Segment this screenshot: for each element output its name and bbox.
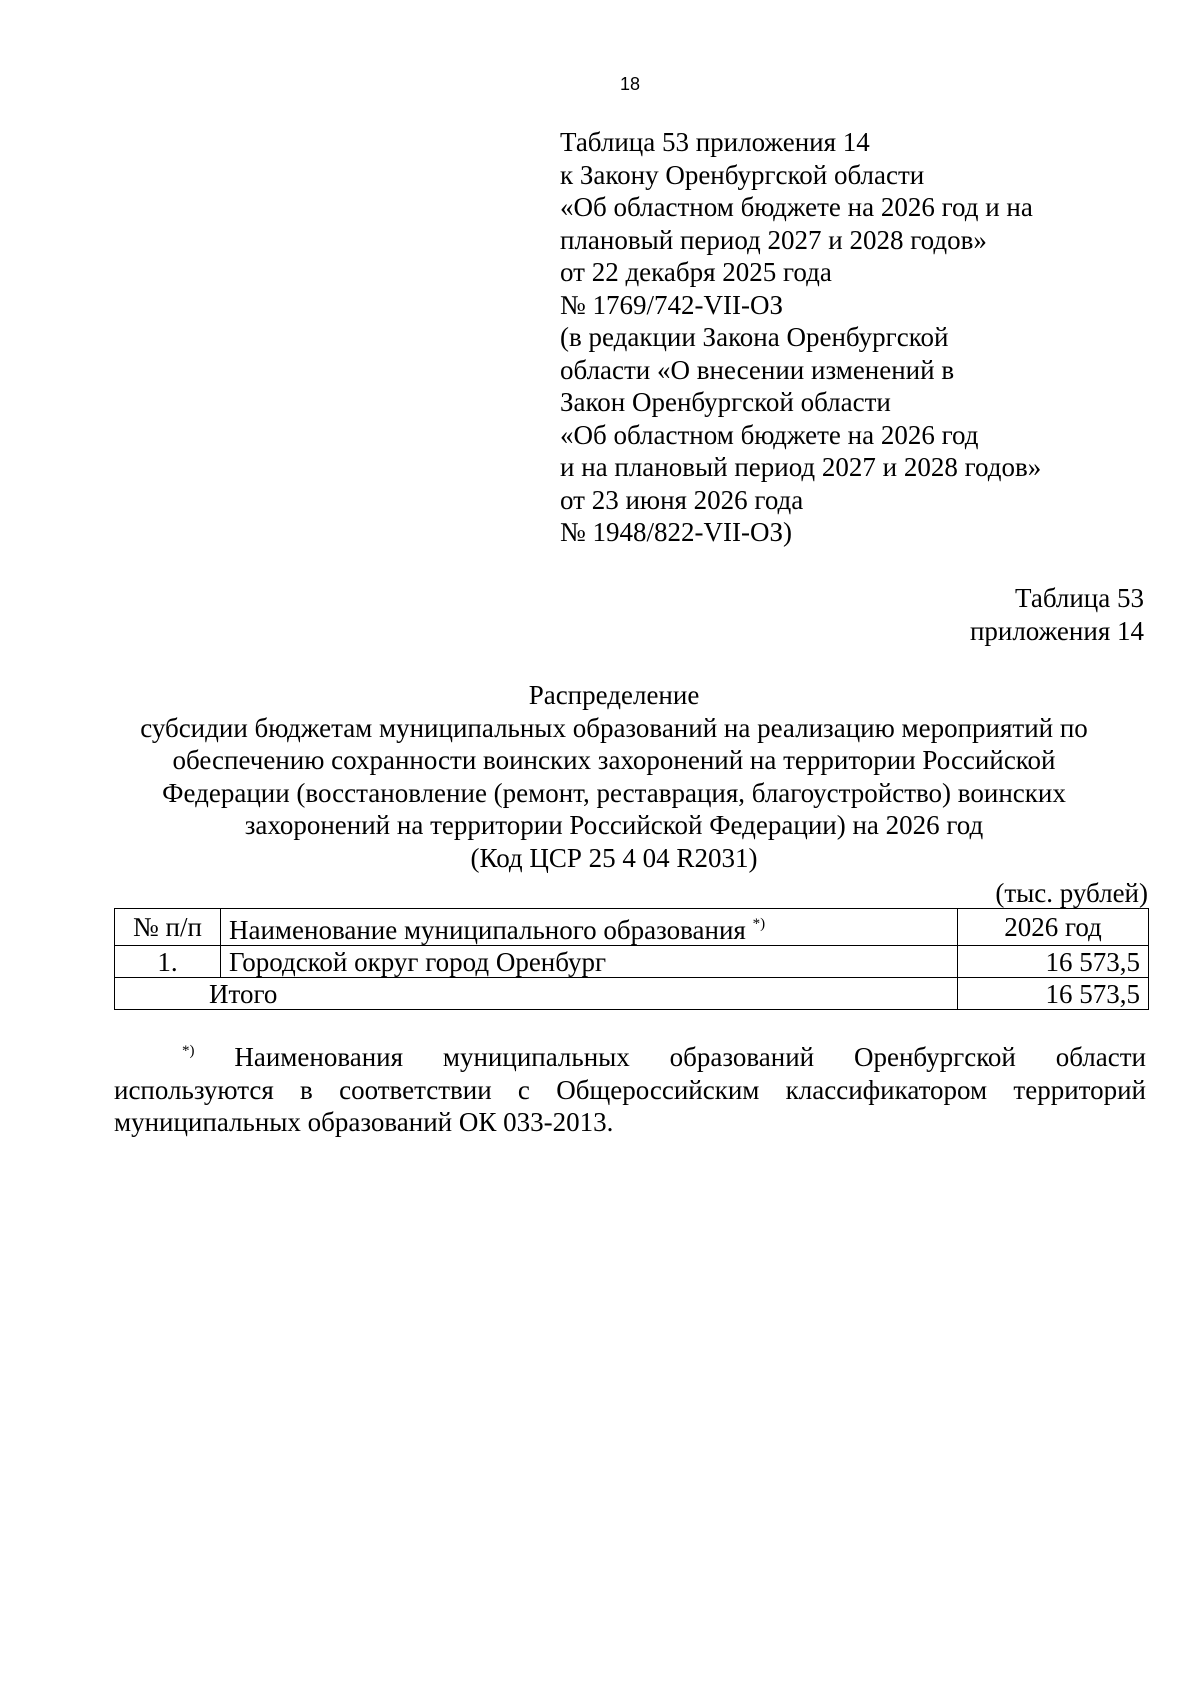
- approval-line: «Об областном бюджете на 2026 год и на: [560, 192, 1033, 222]
- approval-line: от 23 июня 2026 года: [560, 484, 804, 515]
- approval-line: и на плановый период 2027 и 2028 годов»: [560, 452, 1042, 482]
- total-label: Итого: [115, 978, 958, 1010]
- table-reference-line: приложения 14: [969, 615, 1144, 646]
- footnote-first-line: [114, 1035, 1146, 1074]
- header-name: [221, 909, 958, 946]
- row-num: 1.: [115, 946, 221, 978]
- page-number: 18: [619, 74, 641, 94]
- header-year: 2026 год: [958, 909, 1149, 946]
- approval-line: № 1769/742-VII-ОЗ: [560, 289, 784, 320]
- approval-line: от 22 декабря 2025 года: [560, 257, 832, 287]
- header-num: № п/п: [115, 909, 221, 946]
- header-name-text: Наименование муниципального образования: [229, 915, 746, 945]
- title-line: (Код ЦСР 25 4 04 R2031): [470, 842, 758, 873]
- approval-line: области «О внесении изменений в: [560, 354, 955, 385]
- approval-stamp-block: [560, 126, 1120, 549]
- row-name: Городской округ город Оренбург: [221, 946, 958, 978]
- approval-line: «Об областном бюджете на 2026 год: [560, 419, 979, 450]
- footnote: [114, 1035, 1146, 1139]
- title-line: Распределение: [528, 680, 700, 710]
- document-title: [114, 679, 1114, 874]
- units-label: (тыс. рублей): [995, 878, 1148, 908]
- approval-line: к Закону Оренбургской области: [560, 159, 925, 190]
- approval-line: Закон Оренбургской области: [560, 387, 891, 417]
- title-line: захоронений на территории Российской Федерации) на 2026 год: [244, 810, 984, 840]
- title-line: Федерации (восстановление (ремонт, реставрация, благоустройство) воинских: [162, 777, 1066, 808]
- total-value: 16 573,5: [958, 978, 1149, 1010]
- approval-line: плановый период 2027 и 2028 годов»: [560, 224, 987, 255]
- footnote-text-start: Наименования муниципальных образований Оренбургской области: [234, 1042, 1147, 1072]
- footnote-marker: *): [182, 1043, 195, 1059]
- table-row: [115, 946, 1149, 978]
- approval-line: № 1948/822-VII-ОЗ): [560, 517, 792, 547]
- approval-line: Таблица 53 приложения 14: [560, 127, 870, 157]
- footnote-mark: *): [752, 916, 766, 932]
- table-header-row: [115, 909, 1149, 946]
- title-line: обеспечению сохранности воинских захоронений на территории Российской: [172, 745, 1056, 775]
- approval-line: (в редакции Закона Оренбургской: [560, 322, 949, 352]
- row-value: 16 573,5: [958, 946, 1149, 978]
- title-line: субсидии бюджетам муниципальных образований на реализацию мероприятий по: [140, 712, 1088, 743]
- table-total-row: [115, 978, 1149, 1010]
- distribution-table: [114, 908, 1149, 1010]
- table-reference: [970, 582, 1144, 647]
- table-reference-line: Таблица 53: [1015, 583, 1144, 613]
- footnote-text-rest: используются в соответствии с Общероссийским классификатором территорий муниципальных образований ОК 033-2013.: [114, 1074, 1146, 1137]
